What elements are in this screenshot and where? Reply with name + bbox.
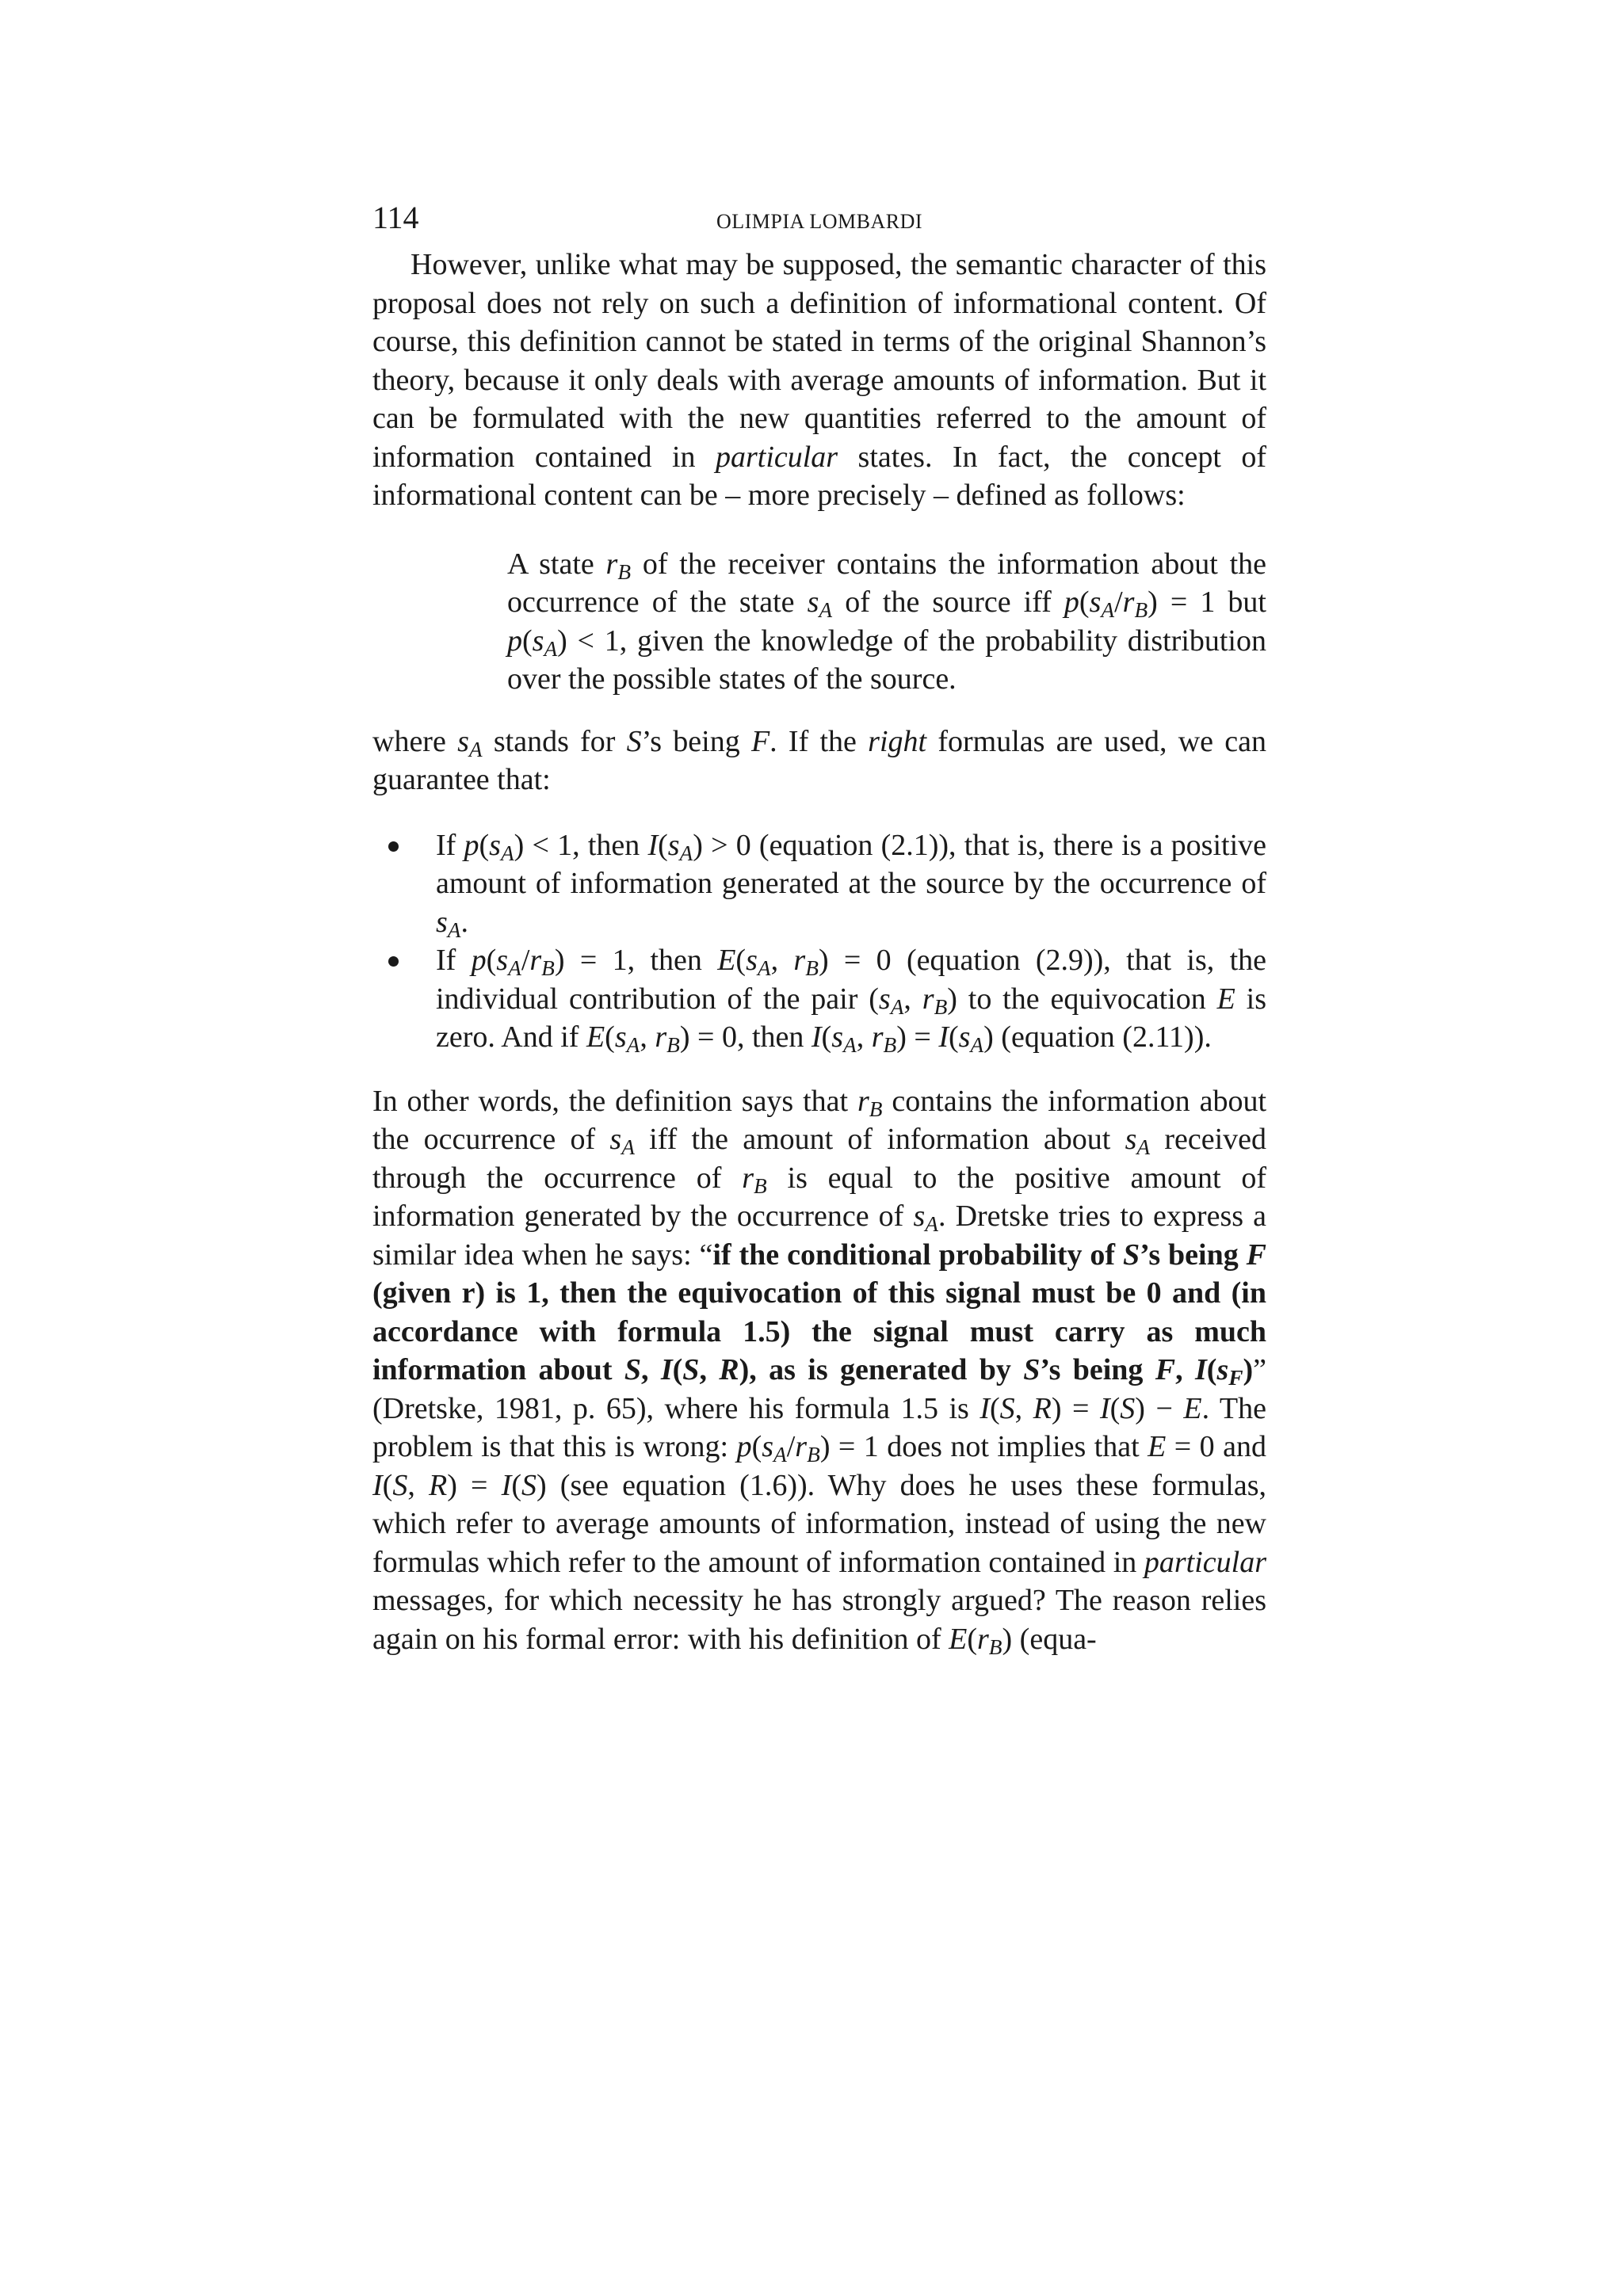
page-number: 114 (372, 200, 419, 235)
list-item-text: If $p(s_A/r_B) = 1$, then $E(s_A$, $r_B) = 0$ (equation (2.9)), that is, the individual contribution of the pair ($s_A$, $r_B$) to the equivocation E is zero. And if $E(s_A$, $r_B) = 0$, then $I(s_A$, $r_B) = I(s_A)$ (equation (2.11)). (436, 944, 1267, 1057)
paragraph-1: However, unlike what may be supposed, the semantic character of this proposal does not rely on such a definition of informational content. Of course, this definition cannot be stated in terms of the original Shannon’s theory, because it only deals with average amounts of information. But it can be formulated with the new quantities referred to the amount of information contained in particular states. In fact, the concept of informational content can be – more precisely – defined as follows: (372, 248, 1266, 512)
paragraph-3: In other words, the definition says that $r_B$ contains the information about the occurrence of $s_A$ iff the amount of information about $s_A$ received through the occurrence of $r_B$ is equal to the positive amount of information generated by the occurrence of $s_A$. Dretske tries to express a similar idea when he says: “if the conditional probability of S’s being F (given r) is 1, then the equivocation of this signal must be 0 and (in accordance with formula 1.5) the signal must carry as much information about S, I(S, R), as is generated by S’s being F, $I(s_F)$” (Dretske, 1981, p. 65), where his formula 1.5 is I(S, R) = I(S) − E. The problem is that this is wrong: $p(s_A/r_B) = 1$ does not implies that E = 0 and I(S, R) = I(S) (see equation (1.6)). Why does he uses these formulas, which refer to average amounts of information, instead of using the new formulas which refer to the amount of information contained in particular messages, for which necessity he has strongly argued? The reason relies again on his formal error: with his definition of $E(r_B)$ (equa- (372, 1084, 1267, 1659)
bullet-icon (388, 841, 399, 852)
page-header (372, 198, 1266, 246)
running-head: OLIMPIA LOMBARDI (716, 210, 923, 233)
paragraph-2: where $s_A$ stands for S’s being F. If the right formulas are used, we can guarantee that: (372, 724, 1266, 796)
list-item (372, 826, 1266, 942)
bullet-list (372, 826, 1266, 1057)
list-item-text: If $p(s_A) < 1$, then $I(s_A) > 0$ (equation (2.1)), that is, there is a positive amount of information generated at the source by the occurrence of $s_A$. (436, 828, 1266, 942)
list-item (372, 941, 1266, 1057)
page (372, 198, 1266, 1658)
definition-quote: A state $r_B$ of the receiver contains the information about the occurrence of the state $s_A$ of the source iff $p(s_A/r_B) = 1$ but $p(s_A) < 1$, given the knowledge of the probability distribution over the possible states of the source. (507, 547, 1266, 696)
bullet-icon (388, 956, 399, 967)
